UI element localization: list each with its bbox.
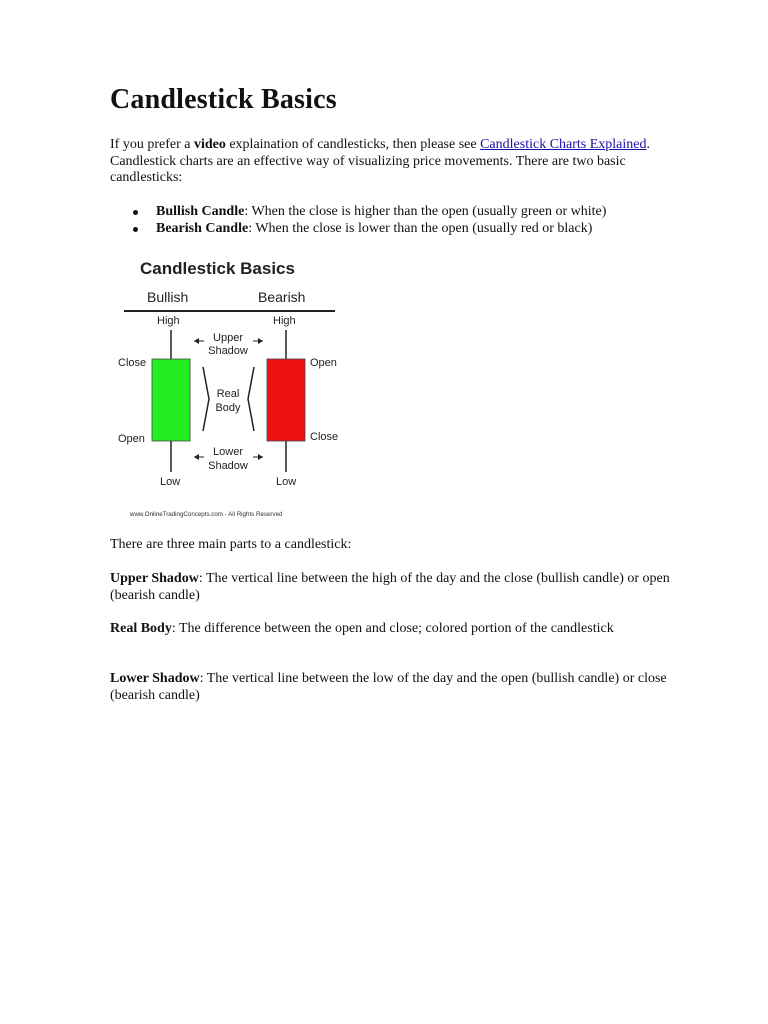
upper-shadow-label-1: Upper	[213, 332, 243, 344]
lower-shadow-label-2: Shadow	[208, 460, 248, 472]
bearish-close-label: Close	[310, 431, 339, 443]
lower-shadow-label-1: Lower	[213, 446, 243, 458]
diagram-title: Candlestick Basics	[140, 259, 295, 278]
bearish-low-label: Low	[276, 476, 297, 488]
part-desc: : The vertical line between the low of the day and the open (bullish candle) or close (bearish candle)	[110, 671, 667, 703]
arrow-left-icon	[194, 338, 199, 344]
intro-bold-video: video	[193, 137, 226, 152]
bullish-real-body	[152, 359, 190, 441]
bullish-desc: : When the close is higher than the open (usually green or white)	[244, 204, 607, 219]
bullish-high-label: High	[157, 315, 180, 327]
real-body-label-1: Real	[216, 388, 240, 400]
bullish-close-label: Close	[118, 357, 147, 369]
part-lower-shadow	[110, 671, 670, 704]
list-item	[110, 221, 606, 238]
candlestick-diagram	[110, 250, 350, 522]
candlestick-charts-link[interactable]: Candlestick Charts Explained	[480, 137, 647, 152]
bracket-right-icon	[248, 367, 254, 431]
upper-shadow-label-2: Shadow	[208, 345, 248, 357]
arrow-left-icon	[194, 454, 199, 460]
intro-text-2: explaination of candlesticks, then please see	[225, 137, 481, 152]
real-body-label-2: Body	[215, 402, 241, 414]
arrow-right-icon	[258, 338, 263, 344]
arrow-right-icon	[258, 454, 263, 460]
part-term: Real Body	[110, 621, 172, 636]
bearish-open-label: Open	[310, 357, 337, 369]
bullet-icon	[133, 227, 138, 232]
lower-shadow-annotation	[194, 446, 263, 472]
bracket-left-icon	[203, 367, 209, 431]
part-desc: : The difference between the open and close; colored portion of the candlestick	[171, 621, 614, 636]
intro-text-1: If you prefer a	[110, 137, 194, 152]
list-item	[110, 204, 606, 221]
page-title: Candlestick Basics	[110, 84, 337, 115]
bullet-icon	[133, 210, 138, 215]
candle-types-list	[110, 204, 606, 237]
bullish-header: Bullish	[147, 289, 189, 305]
diagram-credit: www.OnlineTradingConcepts.com - All Rights Reserved	[130, 511, 283, 518]
part-term: Upper Shadow	[110, 571, 199, 586]
part-term: Lower Shadow	[110, 671, 200, 686]
bearish-desc: : When the close is lower than the open (usually red or black)	[248, 220, 593, 236]
bearish-high-label: High	[273, 315, 296, 327]
part-upper-shadow	[110, 571, 670, 604]
part-desc: : The vertical line between the high of the day and the close (bullish candle) or open (bearish candle)	[110, 571, 670, 603]
bullish-open-label: Open	[118, 433, 145, 445]
upper-shadow-annotation	[194, 332, 263, 357]
bearish-header: Bearish	[258, 289, 306, 305]
bullish-term: Bullish Candle	[156, 204, 245, 219]
bearish-term: Bearish Candle	[156, 220, 249, 236]
parts-intro: There are three main parts to a candlestick:	[110, 537, 352, 552]
part-real-body	[110, 621, 670, 638]
real-body-annotation	[203, 367, 254, 431]
bullish-low-label: Low	[160, 476, 181, 488]
intro-paragraph	[110, 137, 670, 187]
intro-text-3: . Candlestick charts are an effective way of visualizing price movements. There are two basic candlesticks:	[110, 137, 651, 185]
bearish-real-body	[267, 359, 305, 441]
